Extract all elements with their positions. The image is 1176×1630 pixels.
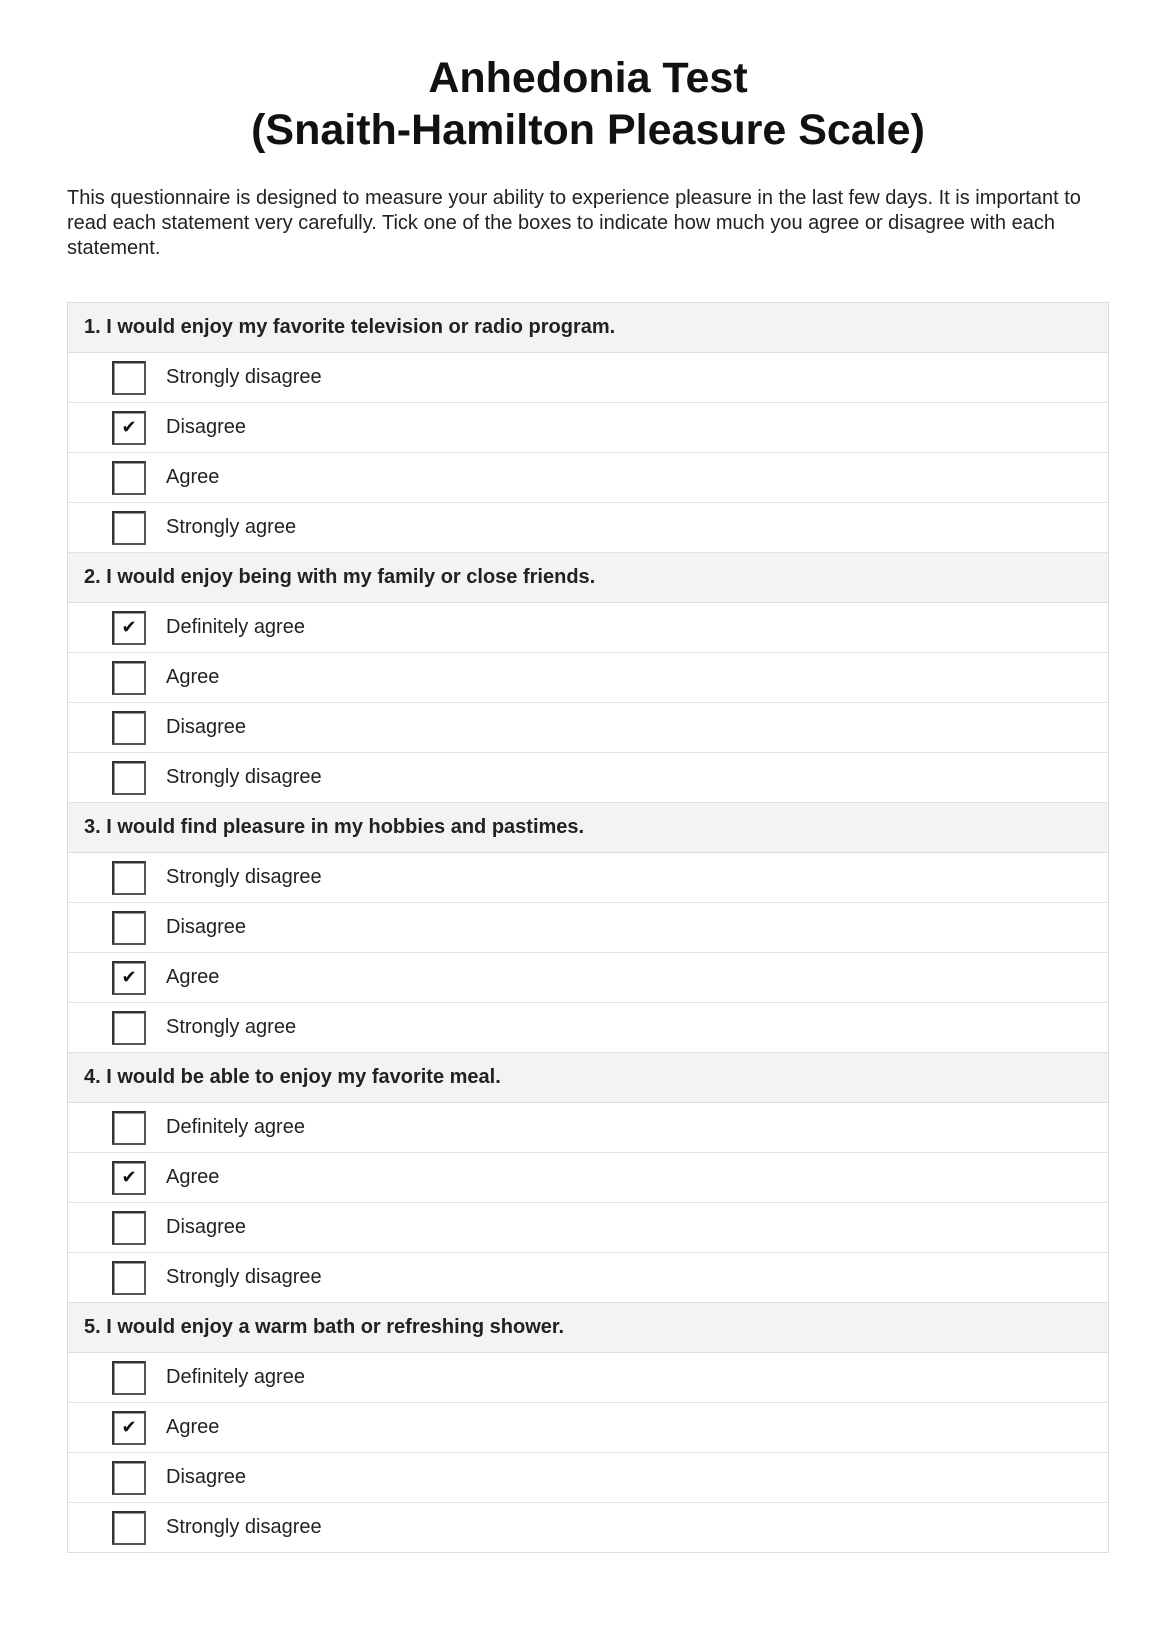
option-row[interactable]	[68, 1003, 1108, 1053]
option-row[interactable]	[68, 503, 1108, 553]
intro-text: This questionnaire is designed to measure your ability to experience pleasure in the last few days. It is important to read each statement very carefully. Tick one of the boxes to indicate how much you agree or disagree with each statement.	[67, 187, 1081, 259]
checkbox[interactable]	[112, 1361, 146, 1395]
option-label: Strongly disagree	[166, 866, 322, 888]
checkbox[interactable]	[112, 1011, 146, 1045]
option-row[interactable]	[68, 853, 1108, 903]
option-row[interactable]	[68, 453, 1108, 503]
checkbox-checked[interactable]	[112, 411, 146, 445]
option-row[interactable]	[68, 403, 1108, 453]
option-label: Definitely agree	[166, 616, 305, 638]
checkmark-icon: ✔	[121, 417, 137, 437]
option-label: Disagree	[166, 716, 247, 738]
option-label: Strongly disagree	[166, 1516, 322, 1538]
checkbox[interactable]	[112, 1211, 146, 1245]
checkmark-icon: ✔	[121, 1417, 137, 1437]
option-label: Disagree	[166, 1466, 247, 1488]
option-label: Agree	[166, 1166, 220, 1188]
title-line-1: Anhedonia Test	[428, 54, 748, 102]
option-row[interactable]	[68, 1403, 1108, 1453]
question-header: 1. I would enjoy my favorite television or radio program.	[68, 303, 1108, 353]
checkbox-checked[interactable]	[112, 1161, 146, 1195]
option-label: Strongly disagree	[166, 1266, 322, 1288]
option-label: Agree	[166, 466, 220, 488]
checkbox[interactable]	[112, 511, 146, 545]
question-header: 3. I would find pleasure in my hobbies and pastimes.	[68, 803, 1108, 853]
checkbox[interactable]	[112, 1461, 146, 1495]
checkbox[interactable]	[112, 861, 146, 895]
option-label: Disagree	[166, 916, 247, 938]
option-label: Strongly agree	[166, 1016, 297, 1038]
option-label: Strongly agree	[166, 516, 297, 538]
option-row[interactable]	[68, 603, 1108, 653]
option-row[interactable]	[68, 1503, 1108, 1552]
checkbox[interactable]	[112, 1261, 146, 1295]
page-title	[0, 52, 1176, 156]
question-header: 4. I would be able to enjoy my favorite meal.	[68, 1053, 1108, 1103]
checkbox[interactable]	[112, 661, 146, 695]
checkbox[interactable]	[112, 911, 146, 945]
option-row[interactable]	[68, 953, 1108, 1003]
questionnaire	[67, 302, 1109, 1553]
option-row[interactable]	[68, 1453, 1108, 1503]
question-header: 2. I would enjoy being with my family or close friends.	[68, 553, 1108, 603]
checkbox[interactable]	[112, 461, 146, 495]
option-row[interactable]	[68, 753, 1108, 803]
option-label: Definitely agree	[166, 1366, 305, 1388]
option-row[interactable]	[68, 703, 1108, 753]
option-row[interactable]	[68, 1353, 1108, 1403]
option-label: Agree	[166, 666, 220, 688]
checkbox-checked[interactable]	[112, 1411, 146, 1445]
option-label: Disagree	[166, 1216, 247, 1238]
option-row[interactable]	[68, 1103, 1108, 1153]
checkbox[interactable]	[112, 361, 146, 395]
option-label: Strongly disagree	[166, 766, 322, 788]
option-row[interactable]	[68, 1153, 1108, 1203]
option-row[interactable]	[68, 653, 1108, 703]
checkbox[interactable]	[112, 1511, 146, 1545]
checkbox-checked[interactable]	[112, 961, 146, 995]
option-row[interactable]	[68, 353, 1108, 403]
option-row[interactable]	[68, 903, 1108, 953]
checkmark-icon: ✔	[121, 1167, 137, 1187]
option-label: Agree	[166, 966, 220, 988]
checkbox[interactable]	[112, 1111, 146, 1145]
option-row[interactable]	[68, 1203, 1108, 1253]
checkbox-checked[interactable]	[112, 611, 146, 645]
checkmark-icon: ✔	[121, 617, 137, 637]
option-label: Strongly disagree	[166, 366, 322, 388]
option-label: Definitely agree	[166, 1116, 305, 1138]
question-header: 5. I would enjoy a warm bath or refreshing shower.	[68, 1303, 1108, 1353]
checkmark-icon: ✔	[121, 967, 137, 987]
checkbox[interactable]	[112, 761, 146, 795]
option-row[interactable]	[68, 1253, 1108, 1303]
title-line-2: (Snaith-Hamilton Pleasure Scale)	[251, 106, 925, 154]
checkbox[interactable]	[112, 711, 146, 745]
option-label: Agree	[166, 1416, 220, 1438]
option-label: Disagree	[166, 416, 247, 438]
